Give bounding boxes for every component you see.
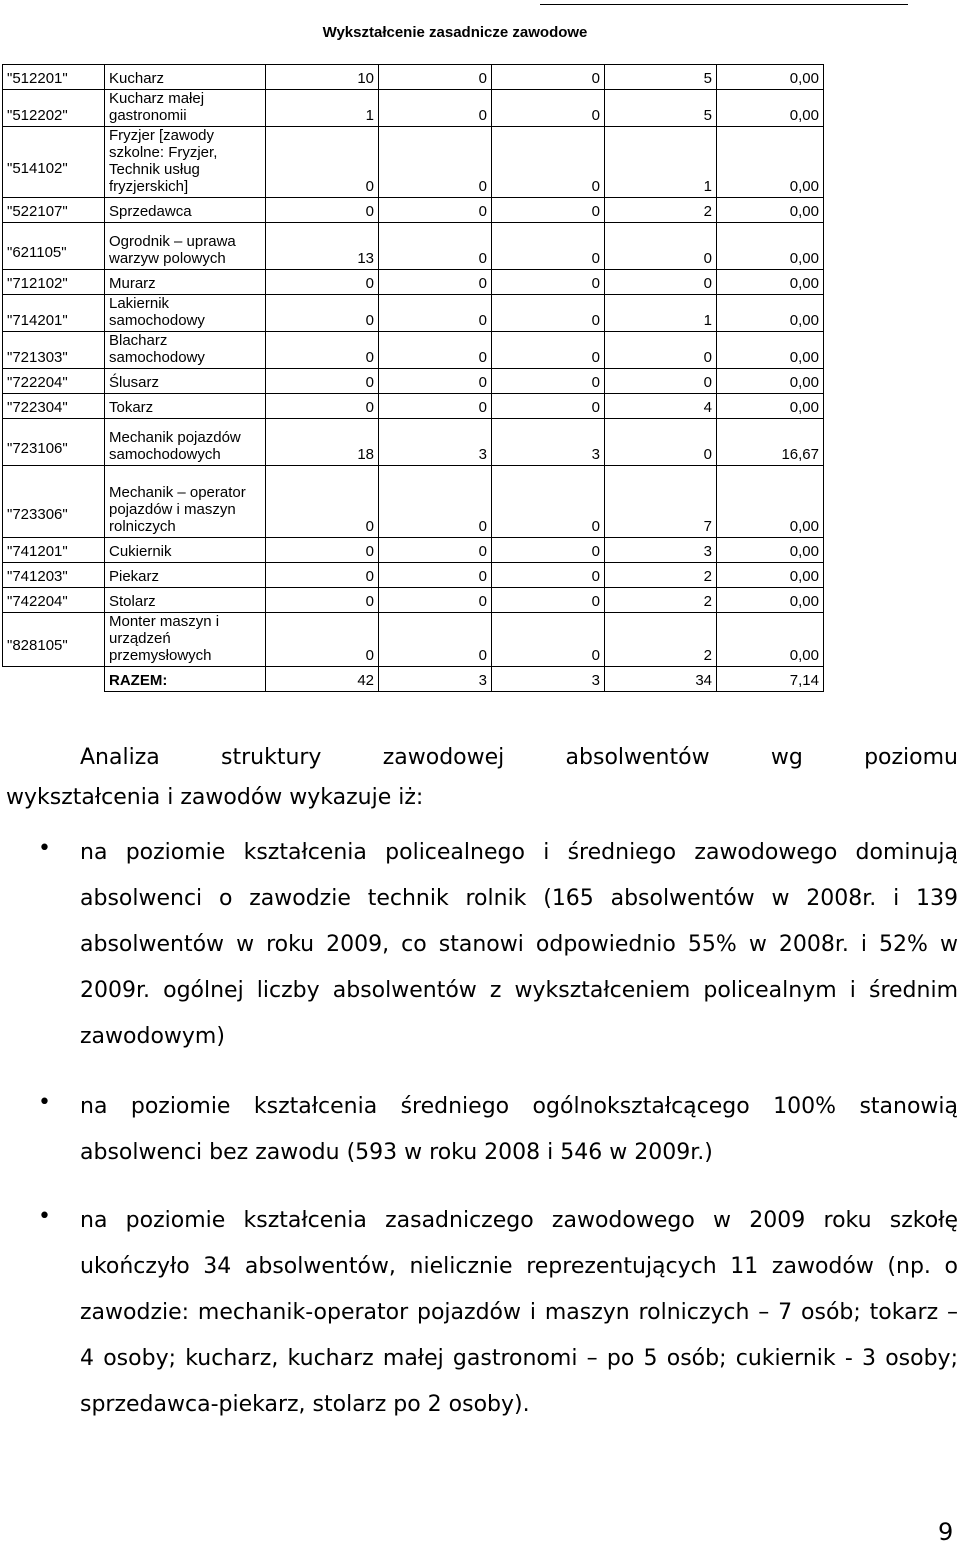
row-name: Monter maszyn i urządzeń przemysłowych [105, 613, 266, 667]
row-code: "723306" [3, 466, 105, 538]
row-value-5: 0,00 [717, 394, 824, 419]
row-value-5: 16,67 [717, 419, 824, 466]
table-row [3, 65, 824, 90]
row-name: Tokarz [105, 394, 266, 419]
row-name: Sprzedawca [105, 198, 266, 223]
total-value-4: 34 [605, 667, 717, 692]
total-value-3: 3 [492, 667, 605, 692]
row-value-5: 0,00 [717, 90, 824, 127]
row-value-3: 0 [492, 127, 605, 198]
row-value-4: 2 [605, 588, 717, 613]
row-value-1: 0 [266, 588, 379, 613]
row-value-2: 0 [379, 270, 492, 295]
row-code: "741201" [3, 538, 105, 563]
bullet-item-1: na poziomie kształcenia policealnego i średniego zawodowego dominują absolwenci o zawodzie technik rolnik (165 absolwentów w 2008r. i 139 absolwentów w roku 2009, co stanowi odpowiednio 55% w 2008r. i 52% w 2009r. ogólnej liczby absolwentów z wykształceniem policealnym i średnim zawodowym) [80, 840, 958, 1049]
row-value-3: 0 [492, 538, 605, 563]
total-blank-cell [3, 667, 105, 692]
row-value-3: 0 [492, 563, 605, 588]
row-code: "512202" [3, 90, 105, 127]
row-value-5: 0,00 [717, 538, 824, 563]
row-value-2: 0 [379, 466, 492, 538]
row-value-2: 0 [379, 588, 492, 613]
row-value-1: 0 [266, 270, 379, 295]
row-value-4: 0 [605, 332, 717, 369]
bullet-item-3: na poziomie kształcenia zasadniczego zawodowego w 2009 roku szkołę ukończyło 34 absolwentów, nielicznie reprezentujących 11 zawodów (np. o zawodzie: mechanik-operator pojazdów i maszyn rolniczych – 7 osób; tokarz – 4 osoby; kucharz, kucharz małej gastronomi – po 5 osób; cukiernik - 3 osoby; sprzedawca-piekarz, stolarz po 2 osoby). [80, 1208, 958, 1417]
row-value-4: 0 [605, 223, 717, 270]
table-row [3, 295, 824, 332]
intro-line-2: wykształcenia i zawodów wykazuje iż: [6, 785, 424, 810]
row-name: Kucharz małej gastronomii [105, 90, 266, 127]
table-row [3, 270, 824, 295]
row-name: Blacharz samochodowy [105, 332, 266, 369]
row-value-3: 0 [492, 613, 605, 667]
row-code: "514102" [3, 127, 105, 198]
row-name: Lakiernik samochodowy [105, 295, 266, 332]
row-value-5: 0,00 [717, 65, 824, 90]
row-name: Kucharz [105, 65, 266, 90]
bullet-icon: • [38, 836, 51, 861]
total-value-1: 42 [266, 667, 379, 692]
row-value-4: 5 [605, 90, 717, 127]
row-value-1: 0 [266, 332, 379, 369]
row-value-1: 0 [266, 127, 379, 198]
row-value-3: 0 [492, 198, 605, 223]
table-row [3, 538, 824, 563]
table-row [3, 563, 824, 588]
row-value-2: 0 [379, 65, 492, 90]
row-code: "723106" [3, 419, 105, 466]
row-value-2: 0 [379, 538, 492, 563]
row-code: "522107" [3, 198, 105, 223]
row-value-4: 5 [605, 65, 717, 90]
row-value-3: 0 [492, 466, 605, 538]
row-code: "741203" [3, 563, 105, 588]
total-value-5: 7,14 [717, 667, 824, 692]
row-value-2: 0 [379, 295, 492, 332]
row-value-2: 3 [379, 419, 492, 466]
row-value-1: 18 [266, 419, 379, 466]
row-value-3: 0 [492, 295, 605, 332]
row-value-5: 0,00 [717, 332, 824, 369]
table-row [3, 466, 824, 538]
row-name: Stolarz [105, 588, 266, 613]
row-value-4: 1 [605, 295, 717, 332]
row-value-2: 0 [379, 198, 492, 223]
row-code: "828105" [3, 613, 105, 667]
row-code: "714201" [3, 295, 105, 332]
row-name: Mechanik pojazdów samochodowych [105, 419, 266, 466]
row-code: "742204" [3, 588, 105, 613]
bullet-item-2: na poziomie kształcenia średniego ogólnokształcącego 100% stanowią absolwenci bez zawodu (593 w roku 2008 i 546 w 2009r.) [80, 1094, 958, 1165]
table-total-row [3, 667, 824, 692]
bullet-icon: • [38, 1204, 51, 1229]
bullet-icon: • [38, 1090, 51, 1115]
row-code: "722204" [3, 369, 105, 394]
row-value-2: 0 [379, 90, 492, 127]
row-value-5: 0,00 [717, 613, 824, 667]
row-value-4: 0 [605, 270, 717, 295]
row-value-3: 0 [492, 588, 605, 613]
intro-line-1: Analiza struktury zawodowej absolwentów wg poziomu [80, 745, 958, 770]
row-value-4: 7 [605, 466, 717, 538]
row-value-3: 0 [492, 223, 605, 270]
row-name: Mechanik – operator pojazdów i maszyn rolniczych [105, 466, 266, 538]
row-code: "712102" [3, 270, 105, 295]
row-code: "621105" [3, 223, 105, 270]
row-value-1: 13 [266, 223, 379, 270]
row-value-2: 0 [379, 563, 492, 588]
header-rule [540, 4, 908, 5]
table-row [3, 223, 824, 270]
row-value-4: 2 [605, 563, 717, 588]
row-name: Murarz [105, 270, 266, 295]
row-value-4: 4 [605, 394, 717, 419]
total-value-2: 3 [379, 667, 492, 692]
row-value-1: 0 [266, 295, 379, 332]
row-value-5: 0,00 [717, 198, 824, 223]
row-value-5: 0,00 [717, 563, 824, 588]
row-value-1: 10 [266, 65, 379, 90]
table-row [3, 394, 824, 419]
row-name: Ogrodnik – uprawa warzyw polowych [105, 223, 266, 270]
row-value-5: 0,00 [717, 369, 824, 394]
row-value-1: 0 [266, 369, 379, 394]
row-value-2: 0 [379, 369, 492, 394]
row-value-1: 0 [266, 613, 379, 667]
row-value-4: 1 [605, 127, 717, 198]
row-value-3: 0 [492, 65, 605, 90]
graduates-table [2, 64, 824, 692]
row-value-4: 0 [605, 419, 717, 466]
row-value-2: 0 [379, 127, 492, 198]
row-value-1: 1 [266, 90, 379, 127]
section-title: Wykształcenie zasadnicze zawodowe [322, 24, 588, 41]
table-row [3, 90, 824, 127]
row-code: "512201" [3, 65, 105, 90]
row-value-5: 0,00 [717, 223, 824, 270]
table-row [3, 588, 824, 613]
table-row [3, 369, 824, 394]
row-value-3: 0 [492, 270, 605, 295]
row-value-3: 3 [492, 419, 605, 466]
row-value-3: 0 [492, 394, 605, 419]
intro-paragraph [6, 738, 958, 818]
row-value-1: 0 [266, 394, 379, 419]
row-name: Cukiernik [105, 538, 266, 563]
row-value-1: 0 [266, 538, 379, 563]
row-name: Ślusarz [105, 369, 266, 394]
row-value-4: 0 [605, 369, 717, 394]
row-value-4: 3 [605, 538, 717, 563]
row-value-5: 0,00 [717, 295, 824, 332]
row-value-2: 0 [379, 394, 492, 419]
row-value-3: 0 [492, 90, 605, 127]
table-row [3, 127, 824, 198]
table-row [3, 613, 824, 667]
row-value-2: 0 [379, 613, 492, 667]
row-value-5: 0,00 [717, 588, 824, 613]
row-name: Fryzjer [zawody szkolne: Fryzjer, Technik usług fryzjerskich] [105, 127, 266, 198]
row-value-1: 0 [266, 466, 379, 538]
row-value-3: 0 [492, 332, 605, 369]
row-value-4: 2 [605, 613, 717, 667]
row-value-1: 0 [266, 198, 379, 223]
table-row [3, 332, 824, 369]
row-value-2: 0 [379, 223, 492, 270]
total-label: RAZEM: [105, 667, 266, 692]
table-row [3, 198, 824, 223]
row-name: Piekarz [105, 563, 266, 588]
row-value-4: 2 [605, 198, 717, 223]
row-value-3: 0 [492, 369, 605, 394]
row-code: "722304" [3, 394, 105, 419]
row-value-2: 0 [379, 332, 492, 369]
table-row [3, 419, 824, 466]
row-code: "721303" [3, 332, 105, 369]
page-number: 9 [938, 1518, 954, 1546]
row-value-5: 0,00 [717, 466, 824, 538]
row-value-5: 0,00 [717, 127, 824, 198]
row-value-5: 0,00 [717, 270, 824, 295]
row-value-1: 0 [266, 563, 379, 588]
